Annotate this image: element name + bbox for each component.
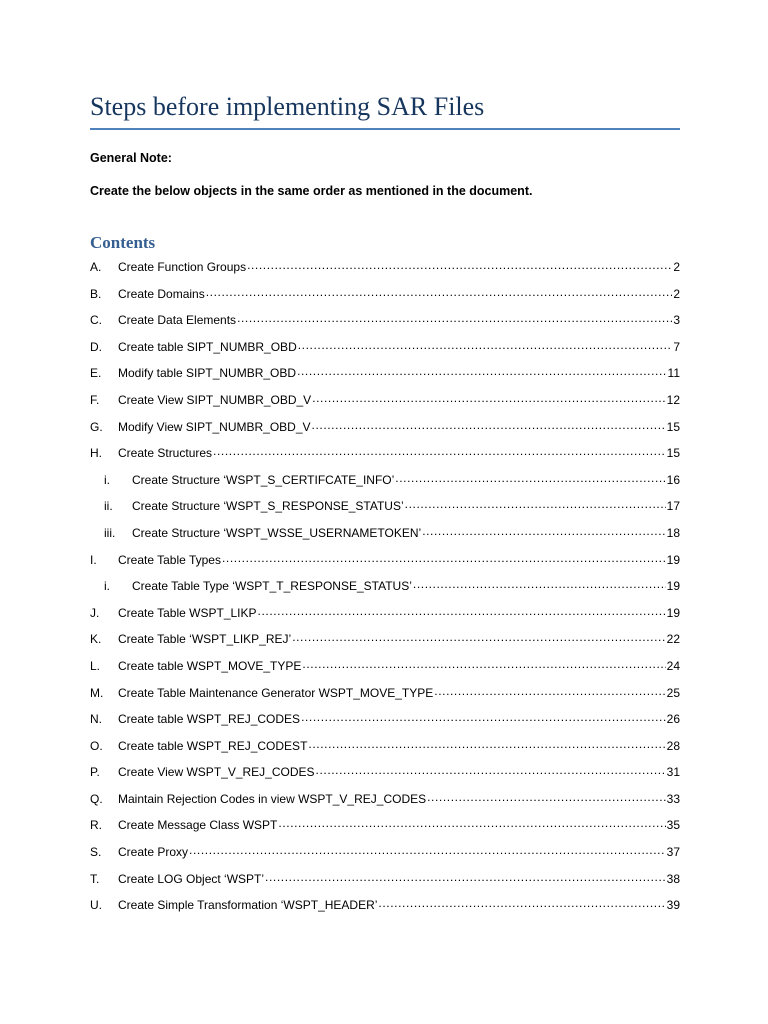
toc-entry-marker: K. xyxy=(90,632,102,647)
toc-entry-label: Create Structure ‘WSPT_WSSE_USERNAMETOKEN’ xyxy=(132,525,422,540)
toc-entry-label: Create table WSPT_MOVE_TYPE xyxy=(118,658,302,673)
toc-entry-marker: D. xyxy=(90,339,102,354)
toc-entry[interactable] xyxy=(90,523,680,550)
toc-entry-page-number: 19 xyxy=(666,605,680,620)
toc-entry-label: Create Data Elements xyxy=(118,313,237,328)
toc-dot-leader xyxy=(247,257,672,271)
toc-entry-page-number: 18 xyxy=(666,525,680,540)
toc-dot-leader xyxy=(308,736,665,750)
toc-entry-marker: N. xyxy=(90,712,102,727)
toc-dot-leader xyxy=(312,390,665,404)
toc-dot-leader xyxy=(237,310,672,324)
toc-entry[interactable] xyxy=(90,815,680,842)
toc-entry-page-number: 16 xyxy=(666,472,680,487)
toc-dot-leader xyxy=(405,496,666,510)
toc-entry-label: Create Table ‘WSPT_LIKP_REJ’ xyxy=(118,632,292,647)
toc-dot-leader xyxy=(434,683,665,697)
toc-dot-leader xyxy=(316,762,666,776)
toc-entry-marker: ii. xyxy=(104,499,113,514)
toc-entry-label: Create Structures xyxy=(118,446,213,461)
toc-entry[interactable] xyxy=(90,789,680,816)
toc-entry-marker: R. xyxy=(90,818,102,833)
toc-entry[interactable] xyxy=(90,869,680,896)
toc-entry[interactable] xyxy=(90,603,680,630)
toc-entry[interactable] xyxy=(90,576,680,603)
toc-dot-leader xyxy=(427,789,666,803)
toc-entry-page-number: 2 xyxy=(673,260,680,274)
toc-entry[interactable] xyxy=(90,284,680,311)
toc-entry-marker: iii. xyxy=(104,525,116,540)
toc-dot-leader xyxy=(302,656,665,670)
toc-entry-marker: M. xyxy=(90,685,104,700)
toc-dot-leader xyxy=(422,523,665,537)
toc-entry[interactable] xyxy=(90,736,680,763)
toc-entry-page-number: 22 xyxy=(666,632,680,647)
toc-entry-page-number: 35 xyxy=(666,818,680,833)
toc-entry-page-number: 2 xyxy=(673,286,680,301)
toc-entry-label: Create LOG Object ‘WSPT’ xyxy=(118,871,265,886)
toc-entry-marker: I. xyxy=(90,552,97,567)
toc-entry-label: Create Table WSPT_LIKP xyxy=(118,605,257,620)
toc-entry-page-number: 17 xyxy=(666,499,680,514)
toc-entry-page-number: 25 xyxy=(666,685,680,700)
toc-entry-page-number: 31 xyxy=(666,765,680,780)
toc-dot-leader xyxy=(312,417,666,431)
table-of-contents xyxy=(90,257,680,922)
toc-entry-marker: P. xyxy=(90,765,100,780)
toc-entry[interactable] xyxy=(90,496,680,523)
toc-entry-marker: U. xyxy=(90,898,102,913)
toc-entry-marker: Q. xyxy=(90,791,103,806)
toc-entry[interactable] xyxy=(90,390,680,417)
toc-entry-label: Create table SIPT_NUMBR_OBD xyxy=(118,339,297,354)
toc-entry-page-number: 7 xyxy=(673,339,680,354)
toc-entry[interactable] xyxy=(90,895,680,922)
toc-dot-leader xyxy=(213,443,666,457)
toc-entry-marker: E. xyxy=(90,366,102,381)
toc-dot-leader xyxy=(222,550,666,564)
toc-dot-leader xyxy=(413,576,666,590)
toc-entry[interactable] xyxy=(90,363,680,390)
toc-entry[interactable] xyxy=(90,842,680,869)
toc-entry[interactable] xyxy=(90,417,680,444)
toc-entry[interactable] xyxy=(90,443,680,470)
toc-dot-leader xyxy=(395,470,665,484)
toc-dot-leader xyxy=(301,709,666,723)
toc-entry-marker: L. xyxy=(90,658,101,673)
toc-dot-leader xyxy=(298,337,673,351)
toc-entry[interactable] xyxy=(90,629,680,656)
toc-entry-page-number: 38 xyxy=(666,871,680,886)
toc-dot-leader xyxy=(265,869,666,883)
toc-entry[interactable] xyxy=(90,762,680,789)
toc-dot-leader xyxy=(278,815,665,829)
toc-entry-label: Create Function Groups xyxy=(118,260,247,274)
toc-entry-label: Create Message Class WSPT xyxy=(118,818,278,833)
toc-entry-page-number: 19 xyxy=(666,579,680,594)
toc-entry-label: Create Simple Transformation ‘WSPT_HEADER’ xyxy=(118,898,378,913)
instruction-text: Create the below objects in the same order as mentioned in the document. xyxy=(90,184,533,198)
toc-entry-page-number: 28 xyxy=(666,738,680,753)
toc-entry-label: Create Table Types xyxy=(118,552,221,567)
toc-entry-label: Create Proxy xyxy=(118,845,189,860)
contents-heading: Contents xyxy=(90,233,156,252)
toc-dot-leader xyxy=(206,284,673,298)
toc-entry[interactable] xyxy=(90,709,680,736)
toc-entry-marker: G. xyxy=(90,419,103,434)
toc-entry[interactable] xyxy=(90,470,680,497)
toc-entry-marker: A. xyxy=(90,260,102,274)
toc-entry-page-number: 37 xyxy=(666,845,680,860)
toc-entry-marker: i. xyxy=(104,579,110,594)
toc-entry-label: Create Structure ‘WSPT_S_RESPONSE_STATUS’ xyxy=(132,499,404,514)
general-note-heading: General Note: xyxy=(90,151,172,165)
toc-entry-marker: O. xyxy=(90,738,103,753)
toc-entry-label: Create Domains xyxy=(118,286,205,301)
toc-entry-marker: F. xyxy=(90,392,100,407)
toc-entry-label: Create table WSPT_REJ_CODES xyxy=(118,712,301,727)
toc-entry-page-number: 12 xyxy=(666,392,680,407)
toc-entry-label: Create View SIPT_NUMBR_OBD_V xyxy=(118,392,312,407)
toc-entry-marker: J. xyxy=(90,605,100,620)
document-title: Steps before implementing SAR Files xyxy=(90,90,680,130)
toc-entry-marker: H. xyxy=(90,446,102,461)
toc-entry-page-number: 33 xyxy=(666,791,680,806)
toc-entry-page-number: 3 xyxy=(673,313,680,328)
toc-entry-label: Modify View SIPT_NUMBR_OBD_V xyxy=(118,419,311,434)
toc-entry-page-number: 19 xyxy=(666,552,680,567)
toc-entry-label: Create View WSPT_V_REJ_CODES xyxy=(118,765,315,780)
toc-entry-label: Modify table SIPT_NUMBR_OBD xyxy=(118,366,297,381)
toc-entry-page-number: 24 xyxy=(666,658,680,673)
toc-entry-page-number: 26 xyxy=(666,712,680,727)
toc-entry-label: Create Table Type ‘WSPT_T_RESPONSE_STATUS’ xyxy=(132,579,412,594)
toc-entry-marker: C. xyxy=(90,313,102,328)
toc-entry[interactable] xyxy=(90,257,680,284)
toc-entry-page-number: 39 xyxy=(666,898,680,913)
toc-dot-leader xyxy=(292,629,665,643)
toc-entry-marker: i. xyxy=(104,472,110,487)
toc-entry[interactable] xyxy=(90,310,680,337)
toc-entry-page-number: 11 xyxy=(667,366,680,381)
toc-entry-label: Create Table Maintenance Generator WSPT_MOVE_TYPE xyxy=(118,685,434,700)
toc-entry[interactable] xyxy=(90,337,680,364)
toc-entry-page-number: 15 xyxy=(666,446,680,461)
toc-entry-marker: B. xyxy=(90,286,102,301)
toc-entry[interactable] xyxy=(90,656,680,683)
toc-dot-leader xyxy=(297,363,666,377)
toc-entry[interactable] xyxy=(90,683,680,710)
toc-entry-marker: T. xyxy=(90,871,100,886)
toc-entry[interactable] xyxy=(90,550,680,577)
toc-entry-label: Maintain Rejection Codes in view WSPT_V_REJ_CODES xyxy=(118,791,427,806)
toc-entry-label: Create table WSPT_REJ_CODEST xyxy=(118,738,308,753)
toc-entry-label: Create Structure ‘WSPT_S_CERTIFCATE_INFO’ xyxy=(132,472,395,487)
toc-entry-page-number: 15 xyxy=(666,419,680,434)
toc-entry-marker: S. xyxy=(90,845,102,860)
toc-dot-leader xyxy=(189,842,666,856)
toc-dot-leader xyxy=(378,895,665,909)
toc-dot-leader xyxy=(258,603,666,617)
